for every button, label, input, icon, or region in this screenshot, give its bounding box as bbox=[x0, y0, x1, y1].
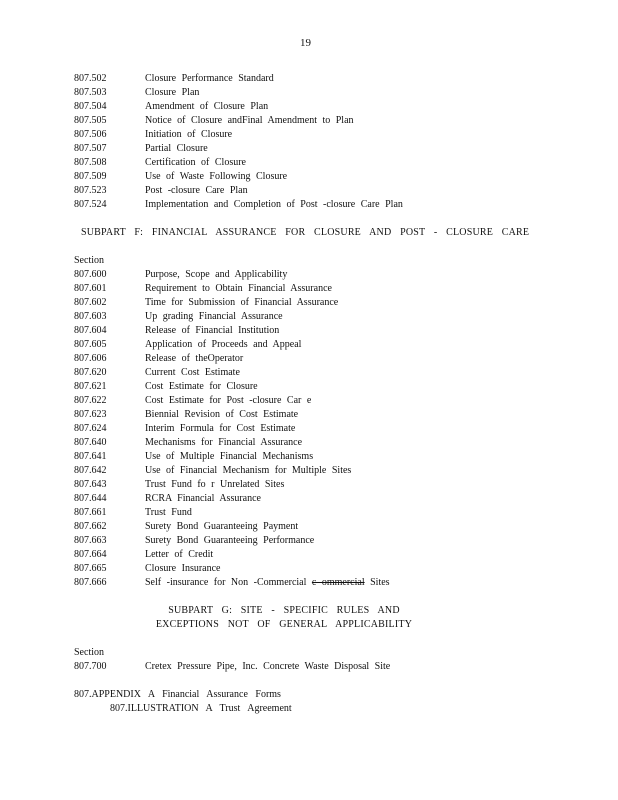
list-item bbox=[74, 352, 544, 366]
section-number: 807.502 bbox=[74, 73, 107, 84]
list-item bbox=[74, 170, 544, 184]
section-title: RCRA Financial Assurance bbox=[145, 493, 261, 504]
section-number: 807.643 bbox=[74, 479, 107, 490]
section-title: Trust Fund bbox=[145, 507, 192, 518]
section-number: 807.503 bbox=[74, 87, 107, 98]
list-item bbox=[74, 394, 544, 408]
section-title: Cost Estimate for Closure bbox=[145, 381, 258, 392]
section-title: Notice of Closure andFinal Amendment to Plan bbox=[145, 115, 354, 126]
list-item bbox=[74, 114, 544, 128]
section-title: Release of theOperator bbox=[145, 353, 244, 364]
section-title: Release of Financial Institution bbox=[145, 325, 280, 336]
section-number: 807.508 bbox=[74, 157, 107, 168]
section-number: 807.665 bbox=[74, 563, 107, 574]
section-number: 807.601 bbox=[74, 283, 107, 294]
section-number: 807.623 bbox=[74, 409, 107, 420]
section-title: Closure Plan bbox=[145, 87, 200, 98]
section-number: 807.640 bbox=[74, 437, 107, 448]
section-title: Letter of Credit bbox=[145, 549, 214, 560]
list-item bbox=[74, 324, 544, 338]
list-item bbox=[74, 492, 544, 506]
list-item bbox=[74, 548, 544, 562]
list-item bbox=[74, 338, 544, 352]
section-number: 807.605 bbox=[74, 339, 107, 350]
section-title: Self -insurance for Non -Commercial c ommercial Sites bbox=[145, 577, 390, 588]
section-number: 807.604 bbox=[74, 325, 107, 336]
section-number: 807.603 bbox=[74, 311, 107, 322]
financial-assurance-section-list bbox=[74, 268, 544, 576]
section-title: Initiation of Closure bbox=[145, 129, 233, 140]
list-item bbox=[74, 198, 544, 212]
section-label: Section bbox=[74, 647, 104, 658]
subpart-f-heading: SUBPART F: FINANCIAL ASSURANCE FOR CLOSURE AND POST - CLOSURE CARE bbox=[81, 227, 530, 238]
section-number: 807.524 bbox=[74, 199, 107, 210]
list-item bbox=[74, 128, 544, 142]
section-title: Current Cost Estimate bbox=[145, 367, 240, 378]
list-item bbox=[74, 142, 544, 156]
list-item bbox=[74, 380, 544, 394]
section-title: Use of Financial Mechanism for Multiple Sites bbox=[145, 465, 352, 476]
section-number: 807.602 bbox=[74, 297, 107, 308]
section-title: Surety Bond Guaranteeing Payment bbox=[145, 521, 299, 532]
page-number: 19 bbox=[300, 37, 311, 49]
section-title: Implementation and Completion of Post -closure Care Plan bbox=[145, 199, 403, 210]
section-title: Interim Formula for Cost Estimate bbox=[145, 423, 296, 434]
list-item bbox=[74, 86, 544, 100]
closure-section-list bbox=[74, 72, 544, 212]
list-item bbox=[74, 478, 544, 492]
section-number: 807.644 bbox=[74, 493, 107, 504]
section-title: Post -closure Care Plan bbox=[145, 185, 248, 196]
section-number: 807.620 bbox=[74, 367, 107, 378]
section-number: 807.666 bbox=[74, 577, 107, 588]
list-item bbox=[74, 72, 544, 86]
list-item bbox=[74, 520, 544, 534]
list-item bbox=[74, 156, 544, 170]
list-item bbox=[74, 366, 544, 380]
list-item bbox=[74, 562, 544, 576]
list-item bbox=[74, 464, 544, 478]
section-number: 807.622 bbox=[74, 395, 107, 406]
section-number: 807.505 bbox=[74, 115, 107, 126]
struck-text: c ommercial bbox=[311, 577, 365, 588]
section-number: 807.663 bbox=[74, 535, 107, 546]
section-number: 807.700 bbox=[74, 661, 107, 672]
section-title: Time for Submission of Financial Assurance bbox=[145, 297, 339, 308]
section-number: 807.621 bbox=[74, 381, 107, 392]
list-item bbox=[74, 296, 544, 310]
section-number: 807.641 bbox=[74, 451, 107, 462]
list-item bbox=[74, 436, 544, 450]
appendix-entry: 807.APPENDIX A Financial Assurance Forms bbox=[74, 689, 281, 700]
list-item bbox=[74, 310, 544, 324]
section-number: 807.662 bbox=[74, 521, 107, 532]
section-title: Closure Performance Standard bbox=[145, 73, 274, 84]
section-title: Purpose, Scope and Applicability bbox=[145, 269, 288, 280]
list-item bbox=[74, 422, 544, 436]
section-title: Use of Waste Following Closure bbox=[145, 171, 288, 182]
section-title: Biennial Revision of Cost Estimate bbox=[145, 409, 299, 420]
list-item bbox=[74, 184, 544, 198]
list-item bbox=[74, 268, 544, 282]
list-item bbox=[74, 450, 544, 464]
section-title: Closure Insurance bbox=[145, 563, 221, 574]
section-number: 807.509 bbox=[74, 171, 107, 182]
section-title: Amendment of Closure Plan bbox=[145, 101, 269, 112]
section-number: 807.504 bbox=[74, 101, 107, 112]
section-number: 807.661 bbox=[74, 507, 107, 518]
illustration-entry: 807.ILLUSTRATION A Trust Agreement bbox=[110, 703, 292, 714]
section-number: 807.523 bbox=[74, 185, 107, 196]
subpart-g-heading-line-2: EXCEPTIONS NOT OF GENERAL APPLICABILITY bbox=[155, 619, 413, 630]
section-title: Cost Estimate for Post -closure Car e bbox=[145, 395, 312, 406]
section-number: 807.600 bbox=[74, 269, 107, 280]
section-number: 807.642 bbox=[74, 465, 107, 476]
section-title: Certification of Closure bbox=[145, 157, 246, 168]
list-item bbox=[74, 100, 544, 114]
list-item bbox=[74, 534, 544, 548]
section-number: 807.606 bbox=[74, 353, 107, 364]
list-item bbox=[74, 506, 544, 520]
section-number: 807.624 bbox=[74, 423, 107, 434]
list-item bbox=[74, 660, 544, 674]
section-title: Surety Bond Guaranteeing Performance bbox=[145, 535, 315, 546]
list-item bbox=[74, 576, 544, 590]
section-title: Use of Multiple Financial Mechanisms bbox=[145, 451, 314, 462]
table-of-contents bbox=[74, 72, 544, 716]
section-title: Up grading Financial Assurance bbox=[145, 311, 283, 322]
section-title: Trust Fund fo r Unrelated Sites bbox=[145, 479, 285, 490]
section-title: Cretex Pressure Pipe, Inc. Concrete Waste Disposal Site bbox=[145, 661, 391, 672]
list-item bbox=[74, 408, 544, 422]
section-number: 807.507 bbox=[74, 143, 107, 154]
section-title: Requirement to Obtain Financial Assurance bbox=[145, 283, 332, 294]
section-title: Application of Proceeds and Appeal bbox=[145, 339, 302, 350]
subpart-g-heading-line-1: SUBPART G: SITE - SPECIFIC RULES AND bbox=[168, 605, 400, 616]
section-title: Partial Closure bbox=[145, 143, 208, 154]
list-item bbox=[74, 282, 544, 296]
section-title: Mechanisms for Financial Assurance bbox=[145, 437, 303, 448]
section-number: 807.506 bbox=[74, 129, 107, 140]
section-label: Section bbox=[74, 255, 104, 266]
section-number: 807.664 bbox=[74, 549, 107, 560]
